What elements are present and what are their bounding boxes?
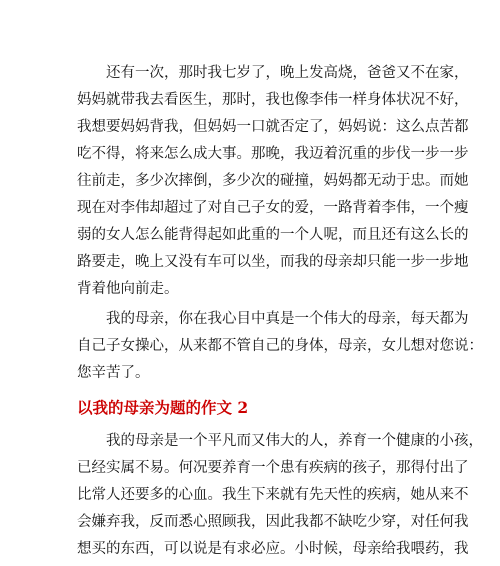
text-line: 我想要妈妈背我，但妈妈一口就否定了，妈妈说：这么点苦都 [77, 119, 469, 135]
text-line: 会嫌弃我，反而悉心照顾我，因此我都不缺吃少穿，对任何我 [77, 514, 469, 530]
text-line: 背着他向前走。 [77, 281, 179, 297]
paragraph-3 [77, 428, 483, 563]
text-line: 我的母亲，你在我心目中真是一个伟大的母亲，每天都为 [106, 311, 469, 327]
paragraph-2 [77, 306, 483, 387]
text-line: 我的母亲是一个平凡而又伟大的人，养育一个健康的小孩， [106, 433, 483, 449]
text-line: 自己子女操心，从来都不管自己的身体，母亲，女儿想对您说： [77, 338, 483, 354]
text-line: 吃不得，将来怎么成大事。那晚，我迈着沉重的步伐一步一步 [77, 146, 469, 162]
text-line: 想买的东西，可以说是有求必应。小时候，母亲给我喂药，我 [77, 541, 469, 557]
text-line: 您辛苦了。 [77, 365, 150, 381]
text-line: 已经实属不易。何况要养育一个患有疾病的孩子，那得付出了 [77, 460, 469, 476]
text-line: 妈妈就带我去看医生，那时，我也像李伟一样身体状况不好， [77, 92, 469, 108]
text-line: 现在对李伟却超过了对自己子女的爱，一路背着李伟，一个瘦 [77, 200, 469, 216]
paragraph-1 [77, 60, 469, 303]
text-line: 比常人还要多的心血。我生下来就有先天性的疾病，她从来不 [77, 487, 469, 503]
text-line: 路要走，晚上又没有车可以坐，而我的母亲却只能一步一步地 [77, 254, 469, 270]
text-line: 还有一次，那时我七岁了，晚上发高烧，爸爸又不在家， [106, 65, 469, 81]
section-heading: 以我的母亲为题的作文 2 [77, 398, 249, 417]
text-line: 弱的女人怎么能背得起如此重的一个人呢，而且还有这么长的 [77, 227, 469, 243]
text-line: 往前走，多少次摔倒，多少次的碰撞，妈妈都无动于忠。而她 [77, 173, 469, 189]
